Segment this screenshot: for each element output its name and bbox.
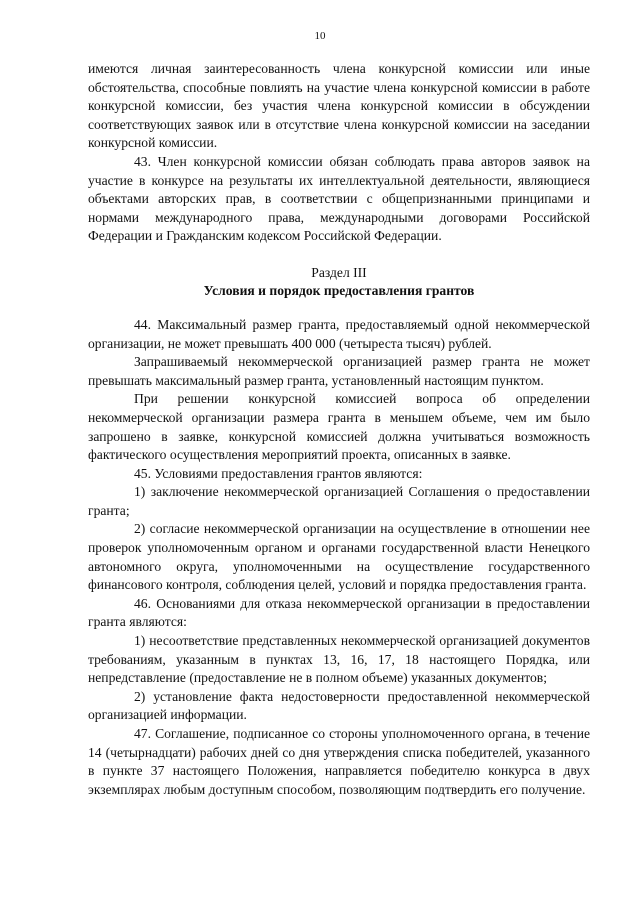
paragraph-44-requested: Запрашиваемый некоммерческой организацией размер гранта не может превышать максимальный размер гранта, установленный настоящим пунктом. — [88, 354, 590, 388]
paragraph-46-item-1: 1) несоответствие представленных некоммерческой организацией документов требованиям, указанным в пунктах 13, 16, 17, 18 настоящего Порядка, или непредставление (предоставление не в полном объеме) указанных документов; — [88, 633, 590, 686]
paragraph-45-item-1: 1) заключение некоммерческой организацией Соглашения о предоставлении гранта; — [88, 484, 590, 518]
document-body — [88, 60, 590, 799]
paragraph-46-item-2: 2) установление факта недостоверности предоставленной некоммерческой организацией информации. — [88, 688, 590, 723]
paragraph-45-item-2: 2) согласие некоммерческой организации на осуществление в отношении нее проверок уполномоченным органом и органами государственной власти Ненецкого автономного округа, уполномоченными на осуществление государственного финансового контроля, соблюдения целей, условий и порядка предоставления гранта. — [88, 521, 590, 593]
paragraph-continuation: имеются личная заинтересованность члена конкурсной комиссии или иные обстоятельства, способные повлиять на участие члена конкурсной комиссии в работе конкурсной комиссии, без участия члена конкурсной комиссии в обсуждении соответствующих заявок или в отсутствие члена конкурсной комиссии на заседании конкурсной комиссии. — [88, 61, 590, 151]
section-title: Условия и порядок предоставления грантов — [203, 282, 475, 298]
paragraph-43: 43. Член конкурсной комиссии обязан соблюдать права авторов заявок на участие в конкурсе на результаты их интеллектуальной деятельности, являющиеся объектами авторских прав, в соответствии с общепризнанными принципами и нормами международного права, международными договорами Российской Федерации и Гражданским кодексом Российской Федерации. — [88, 153, 590, 244]
paragraph-44-decision: При решении конкурсной комиссией вопроса об определении некоммерческой организации размера гранта в меньшем объеме, чем им было запрошено в заявке, конкурсной комиссией должна учитываться возможность фактического осуществления мероприятий проекта, описанных в заявке. — [88, 391, 590, 463]
section-number: Раздел III — [311, 264, 367, 280]
paragraph-45: 45. Условиями предоставления грантов являются: — [134, 465, 423, 481]
page-number: 10 — [314, 30, 326, 42]
paragraph-46: 46. Основаниями для отказа некоммерческой организации в предоставлении гранта являются: — [88, 595, 590, 630]
paragraph-44: 44. Максимальный размер гранта, предоставляемый одной некоммерческой организации, не может превышать 400 000 (четыреста тысяч) рублей. — [88, 316, 590, 351]
paragraph-47: 47. Соглашение, подписанное со стороны уполномоченного органа, в течение 14 (четырнадцати) рабочих дней со дня утверждения списка победителей, указанного в пункте 37 настоящего Положения, направляется победителю конкурса в двух экземплярах любым доступным способом, позволяющим подтвердить его получение. — [88, 726, 590, 797]
